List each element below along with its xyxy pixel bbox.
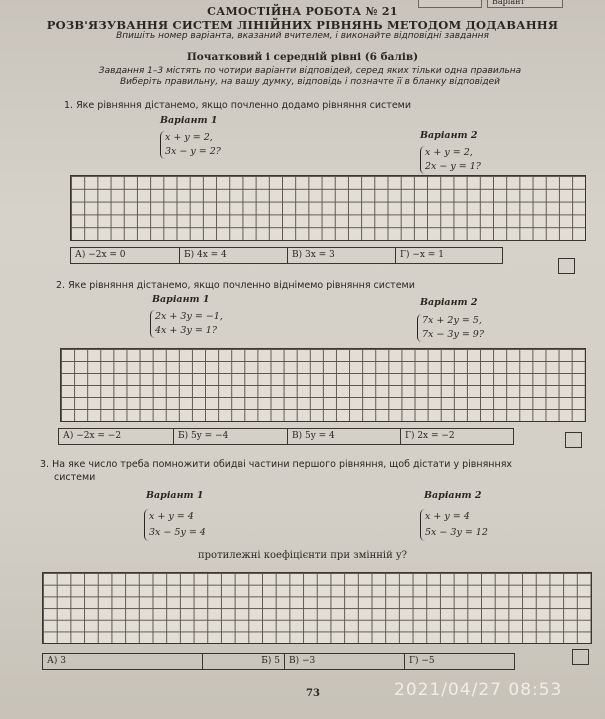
task3-question-line1: 3. На яке число треба помножити обидві частини першого рівняння, щоб дістати у рівняннях [40,459,513,470]
task1-v1-eq1: x + y = 2, [165,132,213,143]
task2-answer-b[interactable]: Б) 5y = −4 [174,429,288,444]
task3-work-grid[interactable] [42,572,592,644]
task3-answer-row [42,653,515,670]
task3-variant2-system [420,509,488,541]
section-title: Початковий і середній рівні (6 балів) [186,51,419,63]
task3-v1-eq2: 3x − 5y = 4 [149,527,206,538]
task2-work-grid[interactable] [60,348,586,422]
task3-question-end: протилежні коефіцієнти при змінній y? [197,550,407,561]
task1-answer-c[interactable]: В) 3x = 3 [288,248,396,263]
task2-answer-box[interactable] [565,432,582,448]
task3-variant1-label: Варіант 1 [146,490,204,501]
task1-variant2-system [420,146,481,174]
task2-v1-eq1: 2x + 3y = −1, [155,311,223,322]
task2-variant2-system [417,314,484,342]
task3-answer-c[interactable]: В) −3 [285,654,405,669]
task1-variant1-label: Варіант 1 [160,115,218,126]
task3-v2-eq2: 5x − 3y = 12 [425,527,488,538]
task1-answer-row [70,247,503,264]
task2-answer-row [58,428,514,445]
task1-answer-b[interactable]: Б) 4x = 4 [180,248,288,263]
task2-question: 2. Яке рівняння дістанемо, якщо почленно віднімемо рівняння системи [56,280,415,291]
task3-answer-box[interactable] [572,649,589,665]
task3-v2-eq1: x + y = 4 [425,511,470,522]
task1-answer-a[interactable]: А) −2x = 0 [71,248,180,263]
topic-title: РОЗВ'ЯЗУВАННЯ СИСТЕМ ЛІНІЙНИХ РІВНЯНЬ МЕТОДОМ ДОДАВАННЯ [46,18,559,32]
task2-variant2-label: Варіант 2 [420,297,478,308]
task2-answer-c[interactable]: В) 5y = 4 [288,429,401,444]
task3-answer-d[interactable]: Г) −5 [409,656,435,666]
instruction-text: Впишіть номер варіанта, вказаний вчителем, і виконайте відповідні завдання [116,31,489,41]
task2-answer-a[interactable]: А) −2x = −2 [59,429,174,444]
section-note [60,66,560,88]
section-note-line2: Виберіть правильну, на вашу думку, відповідь і позначте її в бланку відповідей [120,77,500,87]
task1-variant1-system [160,131,221,159]
task1-question: 1. Яке рівняння дістанемо, якщо почленно додамо рівняння системи [64,100,412,111]
page-number: 73 [306,688,320,699]
work-title: САМОСТІЙНА РОБОТА № 21 [207,5,398,18]
task3-variant2-label: Варіант 2 [424,490,482,501]
task1-work-grid[interactable] [70,175,586,241]
task3-v1-eq1: x + y = 4 [149,511,194,522]
task1-v2-eq1: x + y = 2, [425,147,473,158]
task2-v2-eq2: 7x − 3y = 9? [422,329,484,340]
task1-v2-eq2: 2x − y = 1? [425,161,481,172]
task2-variant1-label: Варіант 1 [152,294,210,305]
task3-answer-b[interactable]: Б) 5 [203,654,285,669]
task2-v2-eq1: 7x + 2y = 5, [422,315,482,326]
photo-timestamp: 2021/04/27 08:53 [394,680,563,700]
task3-answer-a[interactable]: А) 3 [43,654,203,669]
variant-label: Варіант [492,0,525,6]
task3-question-line2: системи [54,472,96,483]
task3-variant1-system [144,509,206,541]
section-note-line1: Завдання 1–3 містять по чотири варіанти відповідей, серед яких тільки одна правильна [98,66,522,76]
task1-variant2-label: Варіант 2 [420,130,478,141]
task1-v1-eq2: 3x − y = 2? [165,146,221,157]
task2-variant1-system [150,310,223,338]
task1-answer-box[interactable] [558,258,575,274]
task1-answer-d[interactable]: Г) −x = 1 [400,250,444,260]
task2-answer-d[interactable]: Г) 2x = −2 [405,431,455,441]
task2-v1-eq2: 4x + 3y = 1? [155,325,217,336]
